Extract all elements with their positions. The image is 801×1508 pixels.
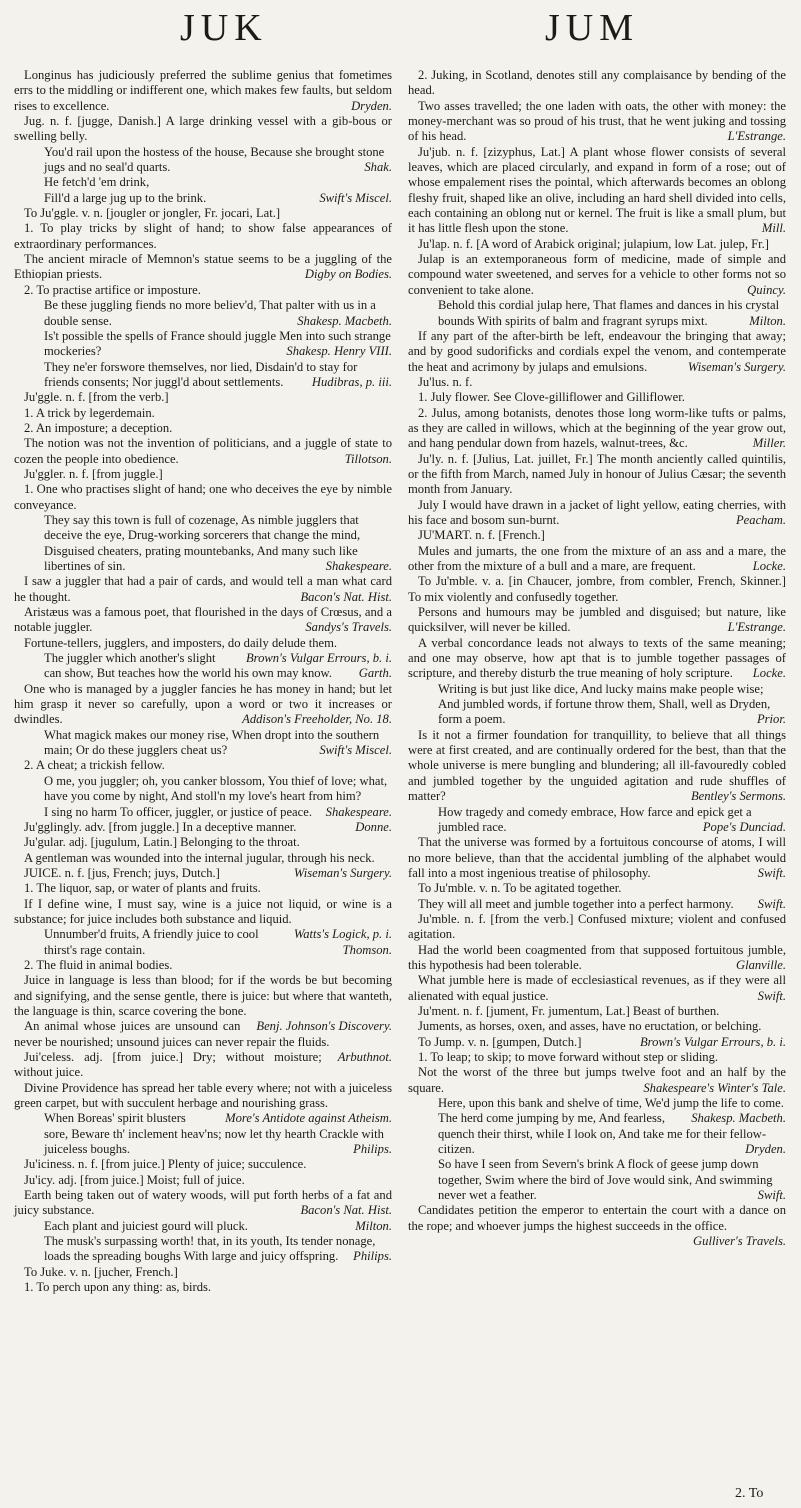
dictionary-entry (14, 1080, 392, 1126)
entry-text: To Ju'mble. v. a. [in Chaucer, jombre, from combler, French, Skinner.] To mix violently and confusedly together. (408, 574, 786, 604)
citation: Shakesp. Macbeth. (297, 313, 392, 328)
citation: L'Estrange. (727, 129, 786, 144)
dictionary-entry (408, 99, 786, 145)
dictionary-entry (14, 191, 392, 206)
right-column (408, 68, 786, 1249)
dictionary-entry (408, 1004, 786, 1019)
entry-text: Ju'lap. n. f. [A word of Arabick original; julapium, low Lat. julep, Fr.] (418, 236, 769, 251)
citation: Wiseman's Surgery. (687, 359, 786, 374)
entry-text: 2. Julus, among botanists, denotes those long worm-like tufts or palms, as they are called in willows, which at the beginning of the year grow out, and hang pendular down from hazels, walnut-trees, &c. (408, 405, 786, 451)
dictionary-entry (408, 605, 786, 636)
citation: Garth. (358, 666, 392, 681)
dictionary-entry (14, 206, 392, 221)
dictionary-entry (14, 1173, 392, 1188)
dictionary-entry (408, 406, 786, 452)
citation: Arbuthnot. (337, 1050, 392, 1064)
entry-text: What jumble here is made of ecclesiastical revenues, as if they were all alienated with equal justice. (408, 973, 786, 1003)
dictionary-entry (14, 682, 392, 728)
dictionary-entry (408, 574, 786, 605)
dictionary-entry (408, 298, 786, 329)
dictionary-entry (14, 390, 392, 405)
citation: Pope's Dunciad. (702, 819, 786, 834)
entry-text: To Ju'mble. v. n. To be agitated together. (418, 881, 622, 896)
dictionary-entry (408, 1157, 786, 1203)
entry-text: Juments, as horses, oxen, and asses, have no eructation, or belching. (418, 1019, 762, 1034)
entry-text: Writing is but just like dice, And lucky mains make people wise; And jumbled words, if fortune throw them, Shall, well as Dryden, form a poem. (438, 681, 771, 727)
dictionary-entry (408, 528, 786, 543)
citation: More's Antidote against Atheism. (225, 1111, 392, 1126)
citation: Swift. (757, 896, 786, 911)
citation: Shakespeare. (325, 559, 392, 573)
citation: Miller. (752, 436, 786, 451)
entry-text: Ju'ly. n. f. [Julius, Lat. juillet, Fr.] The month anciently called quintilis, or the fifth from March, named July in honour of Julius Cæsar; the seventh month from January. (408, 451, 786, 497)
entry-text: Ju'lus. n. f. (418, 374, 473, 389)
citation: Philips. (353, 1142, 392, 1157)
entry-text: The musk's surpassing worth! that, in its youth, Its tender nonage, loads the spreading boughs With large and juicy offspring. (44, 1234, 376, 1264)
entry-text: What magick makes our money rise, When dropt into the southern main; Or do these jugglers cheat us? (44, 727, 380, 758)
dictionary-entry (14, 1280, 392, 1295)
dictionary-entry (408, 973, 786, 1004)
entry-text: Divine Providence has spread her table every where; not with a juiceless green carpet, but with succulent herbage and nourishing grass. (14, 1080, 392, 1111)
dictionary-entry (14, 436, 392, 467)
entry-text: I sing no harm To officer, juggler, or justice of peace. (44, 804, 312, 819)
dictionary-entry (408, 728, 786, 805)
citation: Swift. (757, 865, 786, 880)
dictionary-entry (14, 1219, 392, 1234)
entry-text: If I define wine, I must say, wine is a juice not liquid, or wine is a substance; for juice includes both substance and liquid. (14, 896, 392, 926)
entry-text: Is't possible the spells of France should juggle Men into such strange mockeries? (44, 328, 391, 359)
citation: Bentley's Sermons. (690, 789, 786, 804)
dictionary-entry (408, 943, 786, 974)
entry-text: A verbal concordance leads not always to texts of the same meaning; and one may observe, how apt that is to jumble together passages of scripture, and thereby disturb the true meaning of holy scripture. (408, 635, 786, 681)
citation: Bacon's Nat. Hist. (300, 1203, 392, 1218)
entry-text: 1. To perch upon any thing: as, birds. (24, 1280, 212, 1295)
dictionary-entry (14, 360, 392, 391)
citation: Watts's Logick, p. i. (293, 927, 392, 942)
entry-text: 1. A trick by legerdemain. (24, 405, 155, 420)
dictionary-entry (408, 912, 786, 943)
dictionary-entry (14, 467, 392, 482)
dictionary-entry (408, 636, 786, 682)
entry-text: 1. One who practises slight of hand; one who deceives the eye by nimble conveyance. (14, 482, 392, 512)
entry-text: Ju'icy. adj. [from juice.] Moist; full of juice. (24, 1172, 245, 1187)
entry-text: 1. To play tricks by slight of hand; to show false appearances of extraordinary performances. (14, 221, 392, 251)
dictionary-entry (408, 835, 786, 881)
entry-text: 2. An imposture; a deception. (24, 420, 173, 435)
citation: Gulliver's Travels. (693, 1234, 786, 1249)
dictionary-entry (14, 574, 392, 605)
entry-text: Ju'ggle. n. f. [from the verb.] (24, 390, 169, 405)
citation: Glanville. (735, 957, 786, 972)
dictionary-entry (14, 1188, 392, 1219)
dictionary-entry (408, 805, 786, 836)
entry-text: If any part of the after-birth be left, endeavour the bringing that away; and by good sudorificks and cordials expel the venom, and contemperate the heat and acrimony by julaps and emulsions. (408, 328, 786, 374)
dictionary-entry (14, 283, 392, 298)
dictionary-entry (408, 881, 786, 896)
citation: Locke. (752, 666, 786, 681)
dictionary-entry (14, 728, 392, 759)
entry-text: The ancient miracle of Memnon's statue seems to be a juggling of the Ethiopian priests. (14, 252, 392, 282)
citation: Swift. (757, 1188, 786, 1203)
running-head-left: JUK (180, 7, 268, 49)
citation: Thomson. (342, 942, 392, 957)
dictionary-entry (408, 1050, 786, 1065)
dictionary-entry (408, 390, 786, 405)
entry-text: Persons and humours may be jumbled and disguised; but nature, like quicksilver, will never be killed. (408, 605, 786, 635)
entry-text: They ne'er forswore themselves, nor lied, Disdain'd to stay for friends consents; Nor juggl'd about settlements. (44, 359, 358, 389)
entry-text: Longinus has judiciously preferred the sublime genius that fometimes errs to the middling or indifferent one, which makes few faults, but seldom rises to excellence. (14, 68, 392, 113)
page-header (0, 6, 801, 49)
citation: Swift. (757, 988, 786, 1003)
citation: Shakespeare. (325, 804, 392, 819)
entry-text: The juggler which another's slight can show, But teaches how the world his own may know. (44, 651, 332, 681)
dictionary-entry (408, 1065, 786, 1096)
citation: Dryden. (745, 1142, 786, 1157)
entry-text: When Boreas' spirit blusters sore, Beware th' inclement heav'ns; now let thy hearth Crackle with juiceless boughs. (44, 1111, 384, 1157)
dictionary-entry (408, 375, 786, 390)
citation: Dryden. (351, 98, 392, 113)
entry-text: Aristæus was a famous poet, that flourished in the days of Crœsus, and a notable juggler. (14, 605, 392, 635)
dictionary-entry (14, 881, 392, 896)
citation: Milton. (355, 1218, 392, 1233)
entry-text: They will all meet and jumble together into a perfect harmony. (418, 896, 734, 911)
citation: Tillotson. (344, 451, 392, 466)
dictionary-entry (14, 298, 392, 329)
dictionary-entry (14, 1265, 392, 1280)
entry-text: July I would have drawn in a jacket of light yellow, eating cherries, with his face and bosom sun-burnt. (408, 497, 786, 527)
entry-text: Ju'jub. n. f. [zizyphus, Lat.] A plant whose flower consists of several leaves, which are placed circularly, and expand in form of a rose; out of whose empalement rises the pointal, which afterwards becomes an oblong fleshy fruit, shaped like an olive, including an hard shell divided into cells, each containing an oblong nut or kernel. The fruit is like a small plum, but it has little flesh upon the stone. (408, 144, 786, 236)
citation: Shak. (364, 160, 392, 175)
dictionary-entry (408, 452, 786, 498)
entry-text: How tragedy and comedy embrace, How farce and epick get a jumbled race. (438, 804, 752, 834)
entry-text: 1. July flower. See Clove-gilliflower and Gilliflower. (418, 390, 685, 405)
entry-text: JU'MART. n. f. [French.] (418, 528, 545, 543)
citation: Addison's Freeholder, No. 18. (242, 712, 392, 727)
entry-text: 2. A cheat; a trickish fellow. (24, 758, 165, 773)
entry-text: 1. The liquor, sap, or water of plants and fruits. (24, 881, 261, 896)
running-head-right: JUM (545, 7, 640, 49)
citation: Locke. (752, 559, 786, 573)
citation: Philips. (353, 1249, 392, 1264)
entry-text: An animal whose juices are unsound can never be nourished; unsound juices can never repair the fluids. (14, 1019, 330, 1049)
entry-text: You'd rail upon the hostess of the house, Because she brought stone jugs and no seal'd quarts. (44, 144, 385, 175)
entry-text: Ju'mble. n. f. [from the verb.] Confused mixture; violent and confused agitation. (408, 911, 786, 942)
entry-text: O me, you juggler; oh, you canker blossom, You thief of love; what, have you come by night, And stoll'n my love's heart from him? (44, 773, 388, 804)
entry-text: 2. The fluid in animal bodies. (24, 957, 173, 972)
entry-text: Here, upon this bank and shelve of time, We'd jump the life to come. (438, 1096, 784, 1111)
entry-text: Unnumber'd fruits, A friendly juice to cool thirst's rage contain. (44, 927, 259, 957)
entry-text: To Jump. v. n. [gumpen, Dutch.] (418, 1034, 582, 1049)
dictionary-entry (14, 221, 392, 252)
dictionary-entry (14, 329, 392, 360)
entry-text: One who is managed by a juggler fancies he has money in hand; but let him grasp it never so carefully, upon a word or two it increases or dwindles. (14, 681, 392, 727)
entry-text: Is it not a firmer foundation for tranquillity, to believe that all things were at first created, and are continually ordered for the best, than that the whole universe is mere bungling and blundering; all ill-favouredly cobled and jumbled together by the unguided agitation and rude shuffles of matter? (408, 727, 786, 804)
entry-text: Ju'ggler. n. f. [from juggle.] (24, 466, 163, 481)
citation: Peacham. (735, 512, 786, 527)
dictionary-entry (14, 1157, 392, 1172)
entry-text: 2. To practise artifice or imposture. (24, 282, 201, 297)
citation: Shakespeare's Winter's Tale. (643, 1080, 786, 1095)
citation: Shakesp. Henry VIII. (286, 344, 392, 359)
dictionary-entry (408, 252, 786, 298)
dictionary-entry (408, 897, 786, 912)
dictionary-entry (408, 544, 786, 575)
entry-text: 2. Juking, in Scotland, denotes still any complaisance by bending of the head. (408, 68, 786, 98)
entry-text: That the universe was formed by a fortuitous concourse of atoms, I will no more believe, than that the accidental jumbling of the alphabet would fall into a most ingenious treatise of philosophy. (408, 835, 786, 880)
dictionary-entry (14, 252, 392, 283)
entry-text: Jug. n. f. [jugge, Danish.] A large drinking vessel with a gib-bous or swelling belly. (14, 114, 392, 144)
entry-text: The herd come jumping by me, And fearless, quench their thirst, while I look on, And take me for their fellow-citizen. (438, 1111, 767, 1157)
entry-text: Fortune-tellers, jugglers, and imposters, do daily delude them. (24, 635, 338, 650)
citation: Wiseman's Surgery. (293, 865, 392, 880)
entry-text: Earth being taken out of watery woods, will put forth herbs of a fat and juicy substance. (14, 1188, 392, 1218)
dictionary-entry (14, 406, 392, 421)
entry-text: Had the world been coagmented from that supposed fortuitous jumble, this hypothesis had been tolerable. (408, 942, 786, 972)
entry-text: Mules and jumarts, the one from the mixture of an ass and a mare, the other from the mixture of a bull and a mare, are frequent. (408, 543, 786, 573)
citation: Milton. (749, 313, 786, 328)
entry-text: Julap is an extemporaneous form of medicine, made of simple and compound water sweetened, and serves for a vehicle to other forms not so convenient to take alone. (408, 252, 786, 297)
entry-text: The notion was not the invention of politicians, and a juggle of state to cozen the people into obedience. (14, 436, 392, 466)
entry-text: Behold this cordial julap here, That flames and dances in his crystal bounds With spirits of balm and fragrant syrups mixt. (438, 298, 780, 328)
citation: Donne. (355, 819, 392, 834)
dictionary-entry (14, 68, 392, 114)
dictionary-entry (408, 682, 786, 728)
dictionary-entry (14, 758, 392, 773)
entry-text: Two asses travelled; the one laden with oats, the other with money: the money-merchant was so proud of his trust, that he went juking and tossing of his head. (408, 98, 786, 144)
citation: Shakesp. Macbeth. (691, 1111, 786, 1126)
entry-text: Ju'gular. adj. [jugulum, Latin.] Belonging to the throat. (24, 835, 300, 850)
entry-text: Ju'iciness. n. f. [from juice.] Plenty of juice; succulence. (24, 1157, 307, 1172)
dictionary-entry (14, 175, 392, 190)
citation: Quincy. (747, 282, 786, 297)
entry-text: 1. To leap; to skip; to move forward without step or sliding. (418, 1050, 719, 1064)
left-column (14, 68, 392, 1296)
entry-text: Be these juggling fiends no more believ'd, That palter with us in a double sense. (44, 298, 376, 328)
dictionary-entry (14, 605, 392, 636)
entry-text: A gentleman was wounded into the internal jugular, through his neck. (24, 850, 375, 865)
entry-text: JUICE. n. f. [jus, French; juys, Dutch.] (24, 865, 220, 880)
dictionary-entry (408, 237, 786, 252)
citation: L'Estrange. (727, 620, 786, 635)
entry-text: Ju'gglingly. adv. [from juggle.] In a deceptive manner. (24, 819, 297, 834)
citation: Bacon's Nat. Hist. (300, 589, 392, 604)
dictionary-entry (14, 958, 392, 973)
dictionary-entry (14, 1234, 392, 1265)
entry-text: They say this town is full of cozenage, As nimble jugglers that deceive the eye, Drug-working sorcerers that change the mind, Disguised cheaters, prating mountebanks, And many such like libertines of sin. (44, 512, 361, 573)
citation: Sandys's Travels. (305, 620, 392, 635)
entry-text: Fill'd a large jug up to the brink. (44, 190, 207, 205)
entry-text: Each plant and juiciest gourd will pluck. (44, 1218, 248, 1233)
entry-text: I saw a juggler that had a pair of cards, and would tell a man what card he thought. (14, 574, 392, 604)
catchword: 2. To (735, 1486, 764, 1501)
dictionary-entry (14, 820, 392, 835)
citation: Prior. (756, 712, 786, 727)
citation: Mill. (761, 221, 786, 236)
entry-text: Juice in language is less than blood; for if the words be but becoming and signifying, and the sense gentle, there is juice: but where that wanteth, the language is thin, scarce covering the bone. (14, 973, 392, 1018)
dictionary-entry (14, 482, 392, 513)
dictionary-entry (408, 68, 786, 99)
dictionary-entry (408, 145, 786, 237)
dictionary-entry (14, 513, 392, 574)
citation: Benj. Johnson's Discovery. (256, 1019, 392, 1034)
citation: Hudibras, p. iii. (311, 374, 392, 389)
entry-text: To Ju'ggle. v. n. [jougler or jongler, Fr. jocari, Lat.] (24, 206, 281, 221)
dictionary-entry (14, 145, 392, 176)
citation: Brown's Vulgar Errours, b. i. (245, 651, 392, 666)
dictionary-entry (408, 1203, 786, 1249)
dictionary-entry (408, 1096, 786, 1126)
citation: Digby on Bodies. (304, 267, 392, 282)
citation: Swift's Miscel. (319, 743, 392, 758)
entry-text: Ju'ment. n. f. [jument, Fr. jumentum, Lat.] Beast of burthen. (418, 1003, 720, 1018)
dictionary-entry (408, 498, 786, 529)
entry-text: So have I seen from Severn's brink A flock of geese jump down together, Swim where the bird of Jove would sink, And swimming never wet a feather. (438, 1157, 773, 1203)
dictionary-entry (408, 329, 786, 375)
dictionary-entry (14, 421, 392, 436)
dictionary-entry (14, 114, 392, 145)
entry-text: To Juke. v. n. [jucher, French.] (24, 1264, 178, 1279)
entry-text: Not the worst of the three but jumps twelve foot and an half by the square. (408, 1065, 786, 1095)
citation: Brown's Vulgar Errours, b. i. (639, 1034, 786, 1049)
dictionary-entry (14, 835, 392, 850)
entry-text: He fetch'd 'em drink, (44, 175, 150, 190)
entry-text: Candidates petition the emperor to entertain the court with a dance on the rope; and whoever jumps the highest succeeds in the office. (408, 1203, 786, 1233)
citation: Swift's Miscel. (319, 190, 392, 205)
entry-text: Jui'celess. adj. [from juice.] Dry; without moisture; without juice. (14, 1050, 322, 1080)
